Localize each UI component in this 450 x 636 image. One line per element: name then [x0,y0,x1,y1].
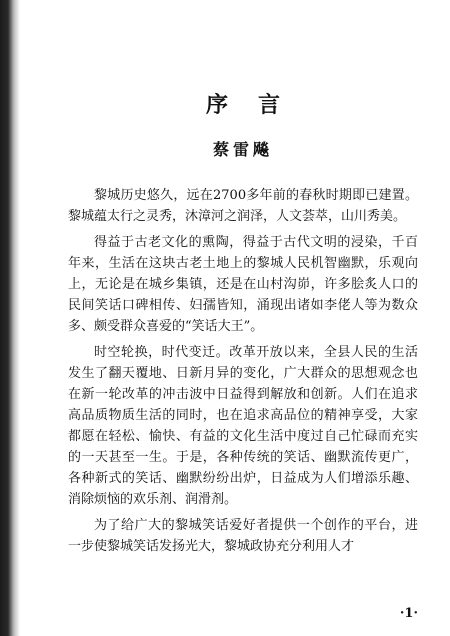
paragraph-1: 黎城历史悠久，远在2700多年前的春秋时期即已建置。黎城蕴太行之灵秀，沐漳河之润泽，人文荟萃，山川秀美。 [68,188,418,224]
author-name: 蔡雷飚 [212,140,273,159]
page-title: 序言 [205,92,310,118]
page-number: ·1· [399,606,418,621]
scan-edge-shadow [0,0,20,636]
document-body [68,185,418,562]
paragraph-4: 为了给广大的黎城笑话爱好者提供一个创作的平台，进一步使黎城笑话发扬光大，黎城政协充分利用人才 [68,518,418,554]
paragraph-2: 得益于古老文化的熏陶，得益于古代文明的浸染，千百年来，生活在这块古老土地上的黎城人民机智幽默，乐观向上，无论是在城乡集镇，还是在山村沟峁，许多脍炙人口的民间笑话口碑相传、妇孺皆知，涌现出诸如李佬人等为数众多、颇受群众喜爱的“笑话大王”。 [68,235,418,334]
document-page [68,0,418,636]
paragraph-3: 时空轮换，时代变迁。改革开放以来，全县人民的生活发生了翻天覆地、日新月异的变化，广大群众的思想观念也在新一轮改革的冲击波中日益得到解放和创新。人们在追求高品质物质生活的同时，也在追求高品位的精神享受，大家都愿在轻松、愉快、有益的文化生活中度过自己忙碌而充实的一天甚至一生。于是，各种传统的笑话、幽默流传更广，各种新式的笑话、幽默纷纷出炉，日益成为人们增添乐趣、消除烦恼的欢乐剂、润滑剂。 [68,345,418,507]
